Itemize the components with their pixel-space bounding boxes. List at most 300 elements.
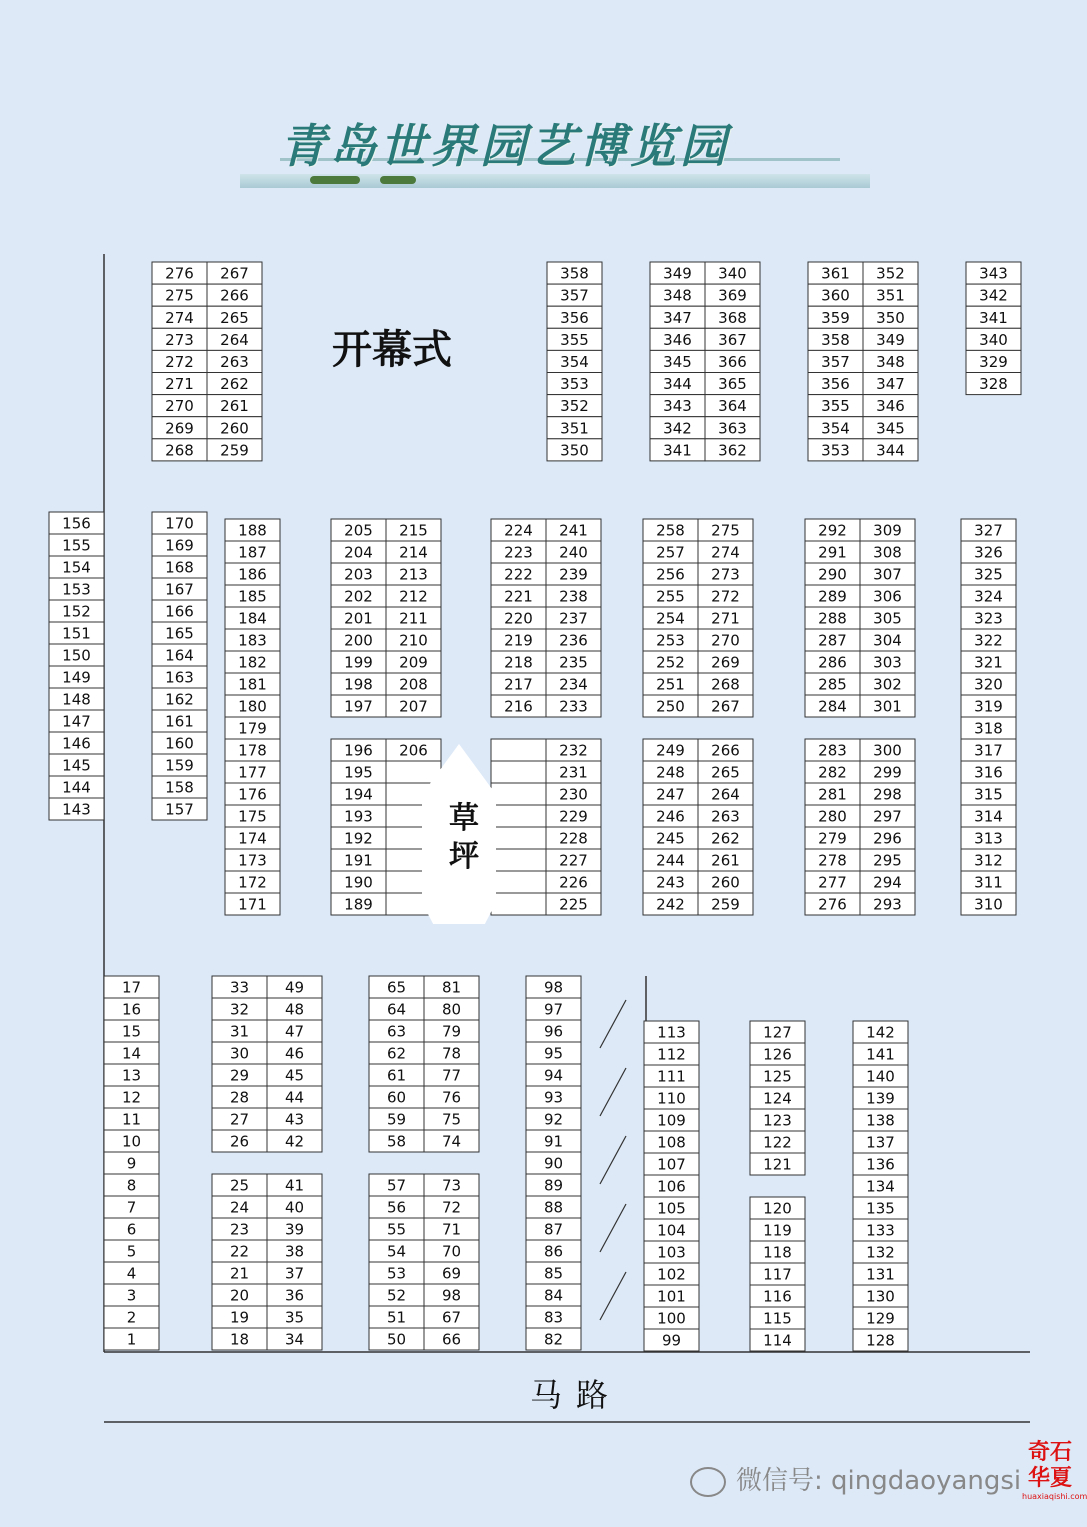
stall-number: 131 xyxy=(866,1265,895,1284)
stall-block-156 xyxy=(49,512,104,820)
stall-number: 289 xyxy=(818,587,847,606)
stall-cell xyxy=(491,849,546,871)
stall-number: 4 xyxy=(126,1264,137,1283)
stall-number: 128 xyxy=(866,1331,895,1350)
site-seal-logo xyxy=(1022,1440,1087,1520)
road-label: 马路 xyxy=(530,1376,623,1414)
stall-number: 270 xyxy=(711,631,740,650)
stall-block-349 xyxy=(650,262,760,461)
stall-cell xyxy=(491,783,546,805)
stall-block-188 xyxy=(225,519,280,915)
stall-number: 65 xyxy=(386,978,407,997)
stall-number: 258 xyxy=(656,521,685,540)
stall-number: 147 xyxy=(62,712,91,731)
stall-block-358 xyxy=(547,262,602,461)
stall-number: 130 xyxy=(866,1287,895,1306)
stall-number: 136 xyxy=(866,1155,895,1174)
stall-block-98 xyxy=(526,976,581,1350)
stall-cell xyxy=(491,761,546,783)
stall-number: 9 xyxy=(126,1154,137,1173)
stall-number: 229 xyxy=(559,807,588,826)
stall-number: 232 xyxy=(559,741,588,760)
stall-number: 40 xyxy=(284,1198,305,1217)
stall-number: 245 xyxy=(656,829,685,848)
stall-number: 239 xyxy=(559,565,588,584)
stall-number: 348 xyxy=(663,286,692,305)
stall-number: 25 xyxy=(229,1176,250,1195)
stall-number: 315 xyxy=(974,785,1003,804)
stall-number: 44 xyxy=(284,1088,305,1107)
stall-number: 202 xyxy=(344,587,373,606)
stall-number: 304 xyxy=(873,631,902,650)
stall-number: 279 xyxy=(818,829,847,848)
stall-number: 160 xyxy=(165,734,194,753)
stall-number: 16 xyxy=(121,1000,142,1019)
stall-number: 253 xyxy=(656,631,685,650)
stall-number: 42 xyxy=(284,1132,305,1151)
stall-number: 117 xyxy=(763,1265,792,1284)
stall-number: 360 xyxy=(821,286,850,305)
stall-number: 259 xyxy=(711,895,740,914)
stall-number: 261 xyxy=(711,851,740,870)
stall-number: 307 xyxy=(873,565,902,584)
stall-number: 225 xyxy=(559,895,588,914)
stall-number: 220 xyxy=(504,609,533,628)
lawn-label: 草坪 xyxy=(449,801,479,874)
stall-number: 105 xyxy=(657,1199,686,1218)
stall-number: 340 xyxy=(979,330,1008,349)
stall-number: 214 xyxy=(399,543,428,562)
stall-number: 224 xyxy=(504,521,533,540)
stall-number: 264 xyxy=(711,785,740,804)
stall-number: 28 xyxy=(229,1088,250,1107)
stall-number: 6 xyxy=(126,1220,137,1239)
stall-number: 61 xyxy=(386,1066,407,1085)
stall-number: 31 xyxy=(229,1022,250,1041)
stall-number: 364 xyxy=(718,397,747,416)
stall-number: 357 xyxy=(560,286,589,305)
stall-number: 263 xyxy=(220,352,249,371)
stall-number: 358 xyxy=(821,330,850,349)
stall-number: 104 xyxy=(657,1221,686,1240)
stall-number: 246 xyxy=(656,807,685,826)
stall-number: 280 xyxy=(818,807,847,826)
stall-number: 349 xyxy=(876,330,905,349)
stall-number: 354 xyxy=(560,352,589,371)
stall-number: 139 xyxy=(866,1089,895,1108)
stall-number: 207 xyxy=(399,697,428,716)
stall-number: 182 xyxy=(238,653,267,672)
stall-number: 51 xyxy=(386,1308,407,1327)
stall-number: 348 xyxy=(876,352,905,371)
stall-number: 11 xyxy=(121,1110,142,1129)
stall-number: 121 xyxy=(763,1155,792,1174)
stall-number: 30 xyxy=(229,1044,250,1063)
stall-number: 268 xyxy=(165,441,194,460)
stall-number: 200 xyxy=(344,631,373,650)
stall-number: 34 xyxy=(284,1330,305,1349)
stall-number: 62 xyxy=(386,1044,407,1063)
stall-number: 13 xyxy=(121,1066,142,1085)
stall-number: 322 xyxy=(974,631,1003,650)
stall-number: 347 xyxy=(876,375,905,394)
stall-block-120 xyxy=(750,1197,805,1351)
stall-number: 39 xyxy=(284,1220,305,1239)
stall-number: 342 xyxy=(979,286,1008,305)
stall-number: 203 xyxy=(344,565,373,584)
stall-number: 325 xyxy=(974,565,1003,584)
stall-number: 343 xyxy=(663,397,692,416)
stall-number: 305 xyxy=(873,609,902,628)
stall-number: 311 xyxy=(974,873,1003,892)
stall-number: 94 xyxy=(543,1066,564,1085)
stall-block-205 xyxy=(331,519,441,717)
stall-number: 148 xyxy=(62,690,91,709)
stall-number: 174 xyxy=(238,829,267,848)
stall-number: 362 xyxy=(718,441,747,460)
stall-number: 235 xyxy=(559,653,588,672)
stall-number: 350 xyxy=(560,441,589,460)
stall-number: 173 xyxy=(238,851,267,870)
stall-number: 223 xyxy=(504,543,533,562)
stall-number: 243 xyxy=(656,873,685,892)
stall-number: 198 xyxy=(344,675,373,694)
stall-number: 98 xyxy=(543,978,564,997)
stall-cell xyxy=(491,871,546,893)
parking-slashes xyxy=(600,1000,626,1320)
stall-number: 48 xyxy=(284,1000,305,1019)
stall-number: 297 xyxy=(873,807,902,826)
stall-block-25 xyxy=(212,1174,322,1350)
stall-number: 353 xyxy=(821,441,850,460)
stall-number: 341 xyxy=(979,308,1008,327)
stall-number: 213 xyxy=(399,565,428,584)
stall-number: 151 xyxy=(62,624,91,643)
stall-block-343 xyxy=(966,262,1021,395)
stall-number: 70 xyxy=(441,1242,462,1261)
stall-number: 276 xyxy=(165,264,194,283)
wechat-watermark xyxy=(690,1460,1021,1497)
stall-number: 96 xyxy=(543,1022,564,1041)
stall-number: 288 xyxy=(818,609,847,628)
stall-number: 66 xyxy=(441,1330,462,1349)
stall-number: 359 xyxy=(821,308,850,327)
stall-number: 132 xyxy=(866,1243,895,1262)
stall-number: 259 xyxy=(220,441,249,460)
stall-number: 317 xyxy=(974,741,1003,760)
stall-number: 308 xyxy=(873,543,902,562)
stall-number: 238 xyxy=(559,587,588,606)
stall-number: 124 xyxy=(763,1089,792,1108)
stall-number: 233 xyxy=(559,697,588,716)
stall-number: 143 xyxy=(62,800,91,819)
stall-number: 273 xyxy=(165,330,194,349)
stall-number: 218 xyxy=(504,653,533,672)
stall-number: 107 xyxy=(657,1155,686,1174)
stall-number: 7 xyxy=(126,1198,137,1217)
slash-mark xyxy=(600,1136,626,1184)
stall-number: 125 xyxy=(763,1067,792,1086)
stall-number: 260 xyxy=(220,419,249,438)
stall-number: 81 xyxy=(441,978,462,997)
stall-block-224 xyxy=(491,519,601,717)
stall-number: 3 xyxy=(126,1286,137,1305)
stall-number: 342 xyxy=(663,419,692,438)
stall-number: 300 xyxy=(873,741,902,760)
stall-number: 254 xyxy=(656,609,685,628)
stall-number: 303 xyxy=(873,653,902,672)
stall-number: 45 xyxy=(284,1066,305,1085)
stall-number: 302 xyxy=(873,675,902,694)
stall-block-142 xyxy=(853,1021,908,1351)
stall-number: 346 xyxy=(663,330,692,349)
stall-number: 275 xyxy=(711,521,740,540)
stall-number: 341 xyxy=(663,441,692,460)
stall-number: 22 xyxy=(229,1242,250,1261)
stall-number: 2 xyxy=(126,1308,137,1327)
stall-number: 196 xyxy=(344,741,373,760)
stall-block-283 xyxy=(805,739,915,915)
stall-number: 54 xyxy=(386,1242,407,1261)
stall-number: 8 xyxy=(126,1176,137,1195)
stall-number: 142 xyxy=(866,1023,895,1042)
stall-number: 119 xyxy=(763,1221,792,1240)
stall-number: 328 xyxy=(979,375,1008,394)
stall-number: 180 xyxy=(238,697,267,716)
stall-block-232 xyxy=(491,739,601,915)
stall-block-33 xyxy=(212,976,322,1152)
stall-cell xyxy=(491,805,546,827)
stall-number: 340 xyxy=(718,264,747,283)
stall-block-65 xyxy=(369,976,479,1152)
stall-number: 349 xyxy=(663,264,692,283)
stall-number: 343 xyxy=(979,264,1008,283)
stall-block-113 xyxy=(644,1021,699,1351)
stall-number: 90 xyxy=(543,1154,564,1173)
stall-number: 268 xyxy=(711,675,740,694)
stall-number: 206 xyxy=(399,741,428,760)
stall-number: 112 xyxy=(657,1045,686,1064)
stall-number: 166 xyxy=(165,602,194,621)
stall-number: 277 xyxy=(818,873,847,892)
stall-number: 82 xyxy=(543,1330,564,1349)
stall-number: 154 xyxy=(62,558,91,577)
stall-number: 350 xyxy=(876,308,905,327)
stall-number: 274 xyxy=(711,543,740,562)
stall-number: 127 xyxy=(763,1023,792,1042)
stall-number: 205 xyxy=(344,521,373,540)
stall-number: 35 xyxy=(284,1308,305,1327)
stall-number: 286 xyxy=(818,653,847,672)
stall-number: 116 xyxy=(763,1287,792,1306)
stall-number: 244 xyxy=(656,851,685,870)
stall-number: 10 xyxy=(121,1132,142,1151)
stall-number: 171 xyxy=(238,895,267,914)
stall-number: 95 xyxy=(543,1044,564,1063)
stall-number: 236 xyxy=(559,631,588,650)
stall-number: 351 xyxy=(876,286,905,305)
stall-number: 14 xyxy=(121,1044,142,1063)
stall-number: 140 xyxy=(866,1067,895,1086)
stall-number: 69 xyxy=(441,1264,462,1283)
stall-number: 165 xyxy=(165,624,194,643)
stall-number: 271 xyxy=(711,609,740,628)
stall-number: 176 xyxy=(238,785,267,804)
stall-number: 301 xyxy=(873,697,902,716)
stall-number: 24 xyxy=(229,1198,250,1217)
stall-number: 272 xyxy=(711,587,740,606)
stall-number: 283 xyxy=(818,741,847,760)
stall-number: 178 xyxy=(238,741,267,760)
stall-number: 310 xyxy=(974,895,1003,914)
stall-number: 137 xyxy=(866,1133,895,1152)
stall-number: 219 xyxy=(504,631,533,650)
stall-number: 113 xyxy=(657,1023,686,1042)
stall-number: 257 xyxy=(656,543,685,562)
stall-number: 228 xyxy=(559,829,588,848)
stall-number: 185 xyxy=(238,587,267,606)
stall-number: 161 xyxy=(165,712,194,731)
stall-number: 57 xyxy=(386,1176,407,1195)
stall-number: 356 xyxy=(560,308,589,327)
stall-number: 231 xyxy=(559,763,588,782)
stall-number: 210 xyxy=(399,631,428,650)
stall-number: 64 xyxy=(386,1000,407,1019)
stall-number: 281 xyxy=(818,785,847,804)
stall-cell xyxy=(386,761,441,783)
stall-number: 240 xyxy=(559,543,588,562)
stall-number: 267 xyxy=(220,264,249,283)
stall-number: 204 xyxy=(344,543,373,562)
stall-number: 21 xyxy=(229,1264,250,1283)
stall-number: 260 xyxy=(711,873,740,892)
stall-number: 76 xyxy=(441,1088,462,1107)
stall-number: 157 xyxy=(165,800,194,819)
stall-number: 138 xyxy=(866,1111,895,1130)
stall-block-276 xyxy=(152,262,262,461)
stall-number: 129 xyxy=(866,1309,895,1328)
stall-number: 153 xyxy=(62,580,91,599)
stall-number: 226 xyxy=(559,873,588,892)
stall-number: 264 xyxy=(220,330,249,349)
stall-number: 101 xyxy=(657,1287,686,1306)
stall-number: 29 xyxy=(229,1066,250,1085)
stall-number: 83 xyxy=(543,1308,564,1327)
stall-number: 170 xyxy=(165,514,194,533)
stall-number: 106 xyxy=(657,1177,686,1196)
stall-number: 327 xyxy=(974,521,1003,540)
stall-number: 247 xyxy=(656,785,685,804)
stall-number: 356 xyxy=(821,375,850,394)
stall-number: 156 xyxy=(62,514,91,533)
stall-number: 319 xyxy=(974,697,1003,716)
stall-number: 73 xyxy=(441,1176,462,1195)
stall-number: 120 xyxy=(763,1199,792,1218)
stall-number: 85 xyxy=(543,1264,564,1283)
stall-number: 285 xyxy=(818,675,847,694)
stall-number: 56 xyxy=(386,1198,407,1217)
stall-number: 33 xyxy=(229,978,250,997)
stall-number: 50 xyxy=(386,1330,407,1349)
stall-number: 177 xyxy=(238,763,267,782)
stall-number: 146 xyxy=(62,734,91,753)
stall-number: 118 xyxy=(763,1243,792,1262)
stall-block-57 xyxy=(369,1174,479,1350)
stall-block-361 xyxy=(808,262,918,461)
stall-number: 133 xyxy=(866,1221,895,1240)
stall-number: 43 xyxy=(284,1110,305,1129)
stall-number: 354 xyxy=(821,419,850,438)
stall-number: 27 xyxy=(229,1110,250,1129)
stall-number: 345 xyxy=(663,352,692,371)
stall-number: 186 xyxy=(238,565,267,584)
stall-number: 344 xyxy=(663,375,692,394)
slash-mark xyxy=(600,1204,626,1252)
seal-site: huaxiaqishi.com xyxy=(1022,1492,1087,1501)
stall-number: 287 xyxy=(818,631,847,650)
stall-number: 152 xyxy=(62,602,91,621)
stall-number: 344 xyxy=(876,441,905,460)
stall-number: 102 xyxy=(657,1265,686,1284)
stall-number: 158 xyxy=(165,778,194,797)
stall-number: 84 xyxy=(543,1286,564,1305)
stall-number: 175 xyxy=(238,807,267,826)
stall-number: 72 xyxy=(441,1198,462,1217)
stall-number: 262 xyxy=(711,829,740,848)
stall-number: 212 xyxy=(399,587,428,606)
stall-block-327 xyxy=(961,519,1016,915)
stall-number: 324 xyxy=(974,587,1003,606)
stall-number: 276 xyxy=(818,895,847,914)
stall-number: 52 xyxy=(386,1286,407,1305)
stall-number: 261 xyxy=(220,397,249,416)
stall-number: 92 xyxy=(543,1110,564,1129)
stall-number: 217 xyxy=(504,675,533,694)
stall-number: 284 xyxy=(818,697,847,716)
stall-number: 79 xyxy=(441,1022,462,1041)
stall-number: 87 xyxy=(543,1220,564,1239)
stall-number: 314 xyxy=(974,807,1003,826)
stall-number: 345 xyxy=(876,419,905,438)
stall-block-249 xyxy=(643,739,753,915)
stall-number: 282 xyxy=(818,763,847,782)
stall-number: 368 xyxy=(718,308,747,327)
stall-block-258 xyxy=(643,519,753,717)
stall-number: 163 xyxy=(165,668,194,687)
stall-number: 17 xyxy=(121,978,142,997)
stall-number: 230 xyxy=(559,785,588,804)
stall-number: 262 xyxy=(220,375,249,394)
stall-number: 323 xyxy=(974,609,1003,628)
stall-number: 1 xyxy=(126,1330,137,1349)
stall-number: 329 xyxy=(979,352,1008,371)
stall-number: 248 xyxy=(656,763,685,782)
stall-number: 111 xyxy=(657,1067,686,1086)
stall-number: 234 xyxy=(559,675,588,694)
stall-number: 295 xyxy=(873,851,902,870)
stall-number: 145 xyxy=(62,756,91,775)
stall-number: 19 xyxy=(229,1308,250,1327)
stall-number: 86 xyxy=(543,1242,564,1261)
stall-number: 60 xyxy=(386,1088,407,1107)
stall-number: 78 xyxy=(441,1044,462,1063)
stall-number: 221 xyxy=(504,587,533,606)
stall-number: 201 xyxy=(344,609,373,628)
stall-number: 251 xyxy=(656,675,685,694)
stall-number: 36 xyxy=(284,1286,305,1305)
stall-number: 309 xyxy=(873,521,902,540)
stall-number: 195 xyxy=(344,763,373,782)
